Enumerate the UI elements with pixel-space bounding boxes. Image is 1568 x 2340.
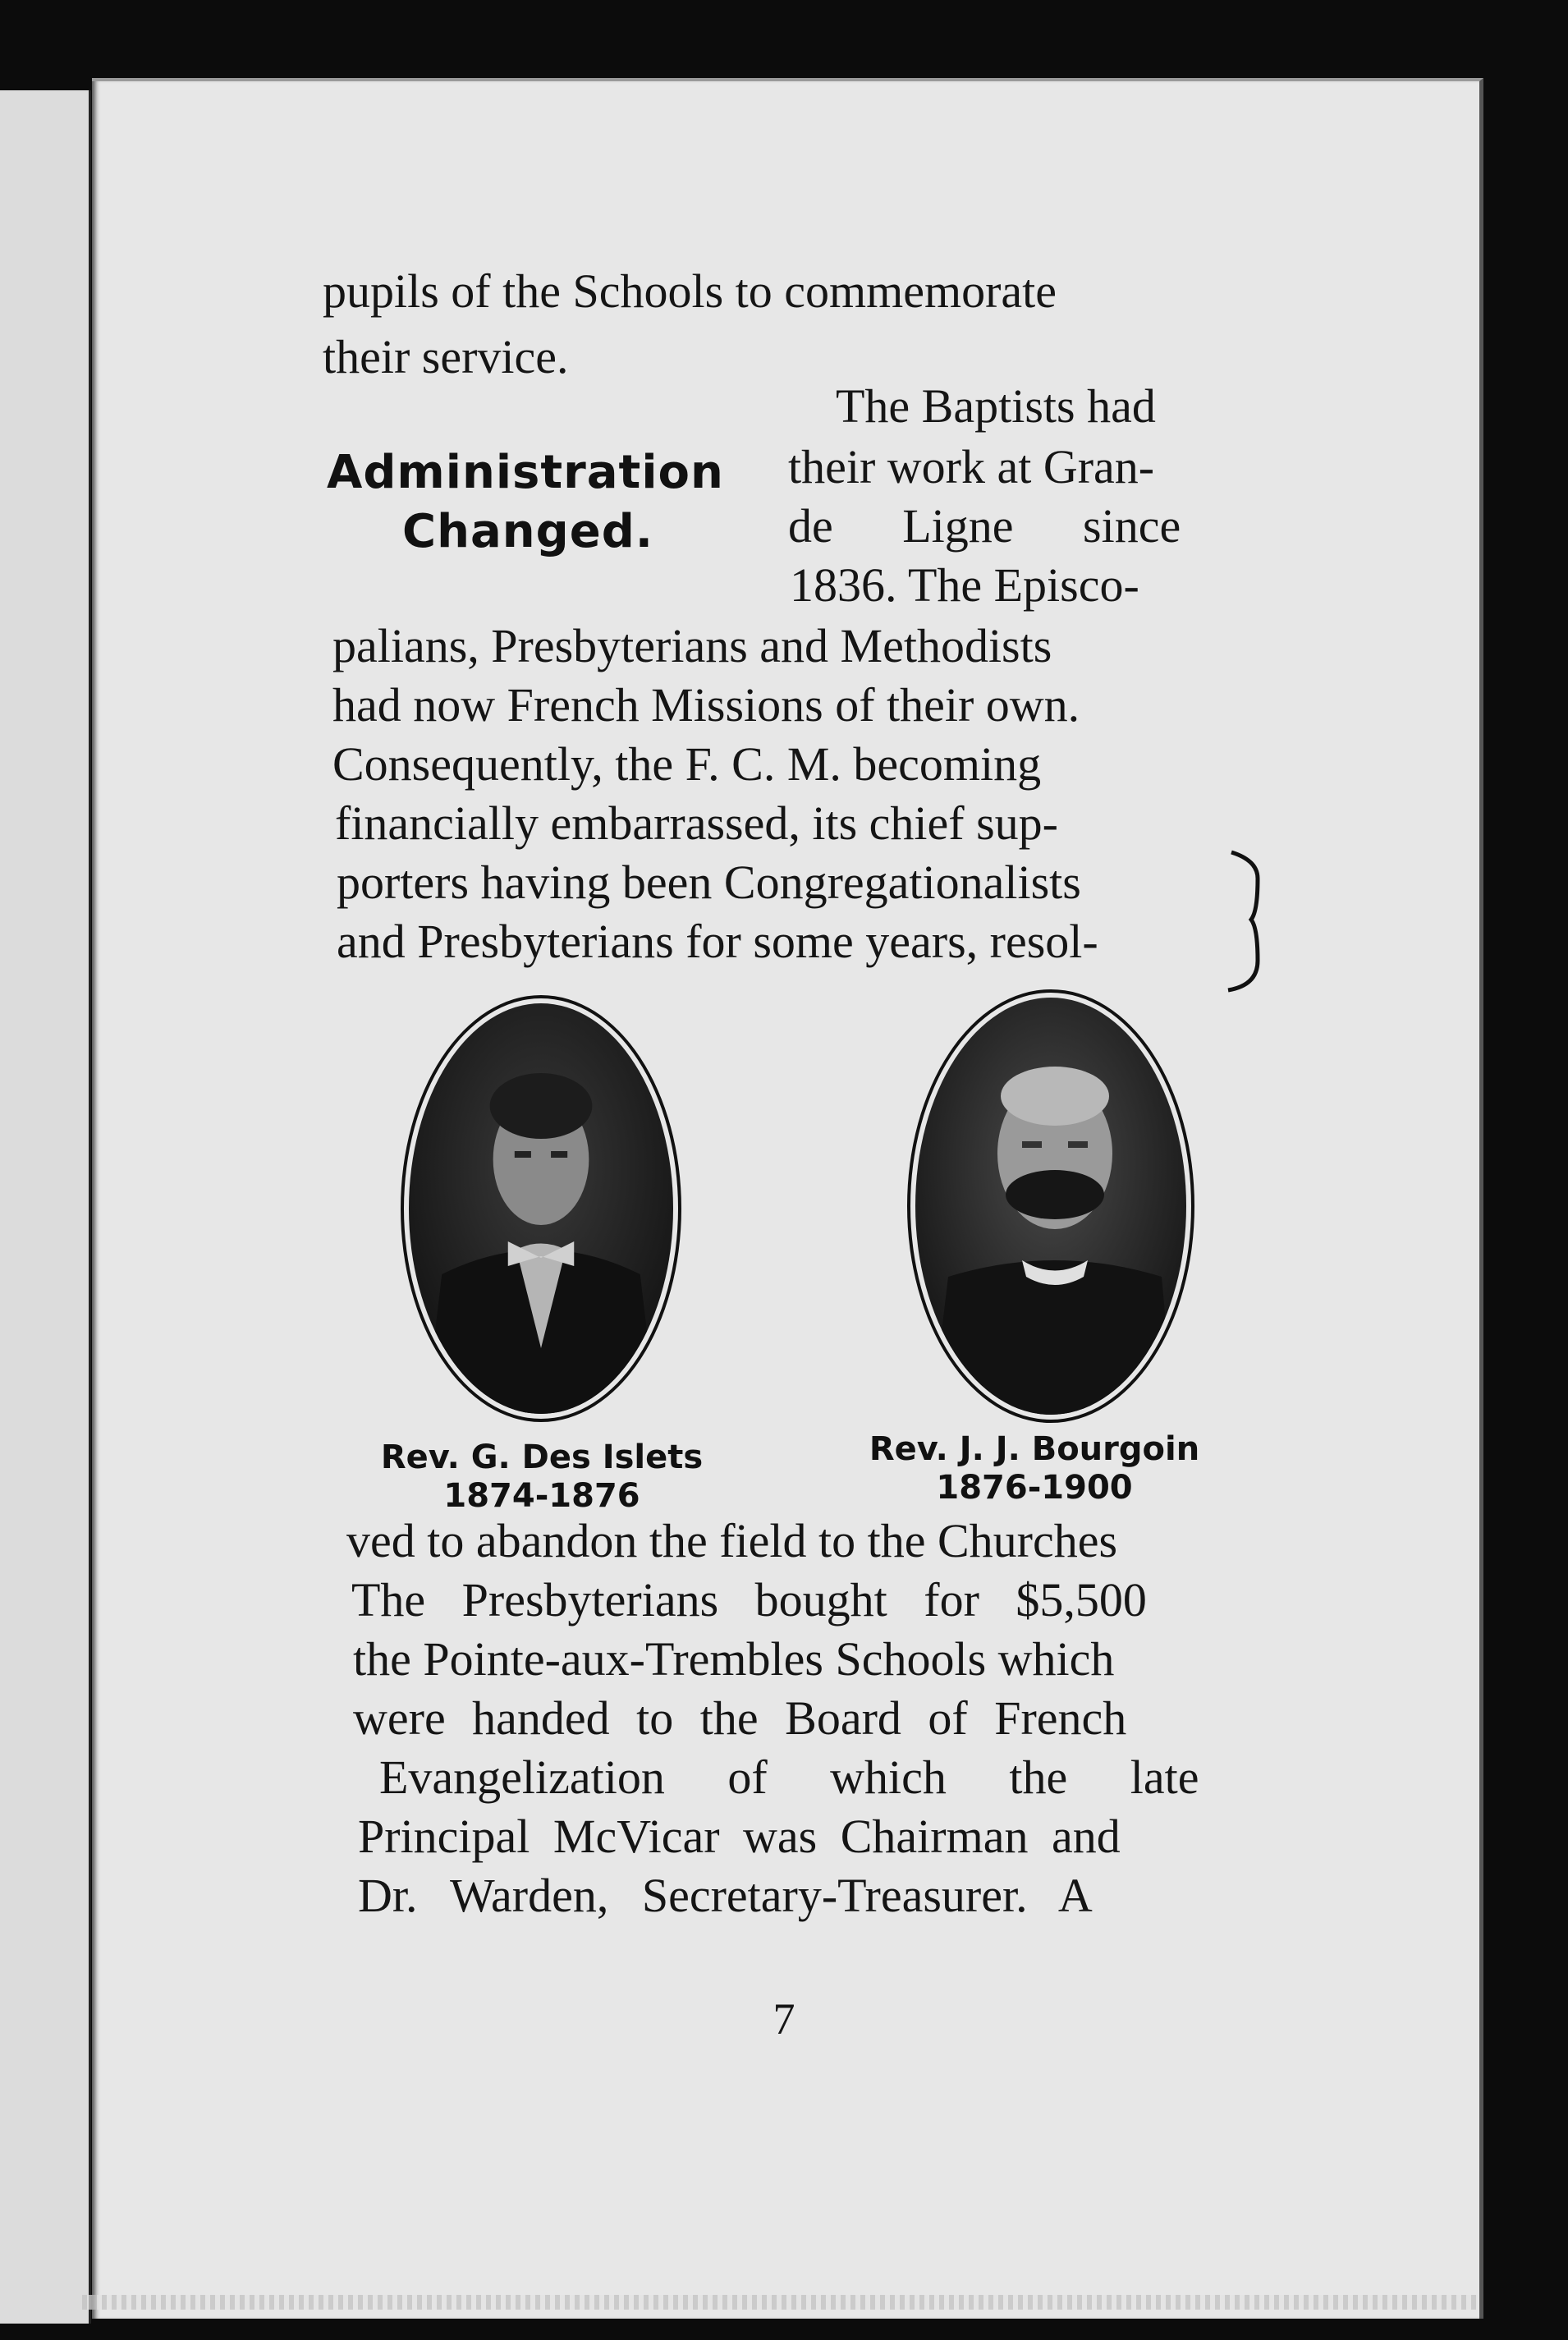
page-number: 7 — [773, 1994, 795, 2044]
margin-brace-mark — [1225, 846, 1274, 993]
caption-years-left: 1874-1876 — [443, 1477, 640, 1515]
portrait-des-islets — [401, 995, 681, 1422]
book-page — [92, 78, 1483, 2319]
side-heading-line2: Changed. — [402, 505, 654, 558]
text-line: ved to abandon the field to the Churches — [346, 1514, 1118, 1567]
caption-name-left: Rev. G. Des Islets — [380, 1438, 704, 1476]
portrait-bourgoin — [907, 989, 1194, 1423]
caption-name-right: Rev. J. J. Bourgoin — [869, 1430, 1200, 1468]
text-line: had now French Missions of their own. — [332, 678, 1080, 732]
text-line: their work at Gran- — [788, 440, 1155, 493]
text-line: their service. — [323, 330, 569, 383]
text-line: Evangelization of which the late — [379, 1750, 1199, 1804]
page-edge-texture — [82, 2295, 1478, 2310]
text-line: 1836. The Episco- — [790, 558, 1139, 612]
text-line: and Presbyterians for some years, resol- — [337, 915, 1098, 968]
text-line: Dr. Warden, Secretary-Treasurer. A — [358, 1869, 1093, 1922]
side-heading-line1: Administration — [327, 446, 724, 499]
text-line: palians, Presbyterians and Methodists — [332, 619, 1052, 672]
text-line: The Baptists had — [836, 379, 1156, 433]
text-line: financially embarrassed, its chief sup- — [335, 796, 1058, 850]
facing-page-edge — [0, 90, 91, 2324]
caption-years-right: 1876-1900 — [936, 1469, 1133, 1507]
text-line: The Presbyterians bought for $5,500 — [351, 1573, 1147, 1627]
text-line: the Pointe-aux-Trembles Schools which — [353, 1632, 1115, 1686]
text-line: pupils of the Schools to commemorate — [323, 264, 1057, 318]
text-line: Principal McVicar was Chairman and — [358, 1810, 1121, 1863]
text-line: de Ligne since — [788, 499, 1181, 553]
text-line: were handed to the Board of French — [353, 1691, 1127, 1745]
text-line: porters having been Congregationalists — [337, 856, 1081, 909]
text-line: Consequently, the F. C. M. becoming — [332, 737, 1042, 791]
